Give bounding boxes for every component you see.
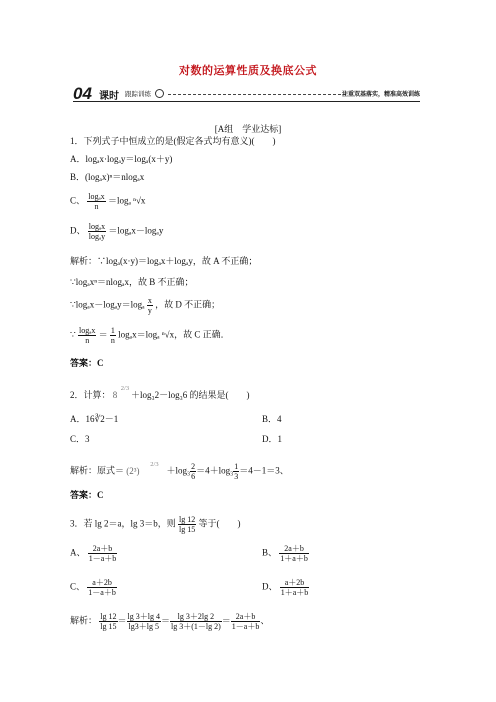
q2-sol-den2: 3	[234, 472, 239, 481]
q3-eq-2: ＝	[160, 615, 170, 626]
q1-d-num: logₐx	[88, 222, 106, 231]
q3-f2-den: lg3＋lg 5	[128, 622, 159, 631]
page-title: 对数的运算性质及换底公式	[179, 65, 317, 77]
banner-underline	[73, 101, 420, 102]
q3-a-label: A、	[70, 547, 86, 558]
lesson-number: 04	[73, 84, 92, 103]
q2-stem-pre: 2．计算：	[70, 390, 111, 400]
q3-f4-num: 2a＋b	[231, 612, 261, 622]
q1-sol3-num: x	[147, 296, 152, 305]
q2-sol-mid2: ＝4＋log₃	[196, 465, 234, 476]
q2-option-b: B．4	[262, 414, 282, 424]
q3-sol-fraction-4	[231, 612, 261, 631]
q2-sol-exp: 2/3	[150, 460, 159, 468]
q1-sol3-den: y	[147, 306, 152, 315]
q3-stem-den: lg 15	[179, 525, 196, 534]
q3-b-num: 2a＋b	[279, 544, 309, 554]
q1-sol4-den: n	[85, 336, 90, 345]
q1-option-d	[70, 222, 163, 241]
q3-c-label: C、	[70, 581, 86, 592]
q3-sol-pre: 解析：	[70, 615, 98, 626]
q1-option-c	[70, 192, 145, 211]
q1-c-label: C、	[70, 195, 86, 206]
q1-c-fraction	[87, 192, 105, 211]
q2-stem	[70, 385, 250, 401]
q1-sol4-pre: ∵	[70, 329, 76, 340]
q3-d-label: D、	[262, 581, 278, 592]
q1-sol4-fraction-2	[110, 326, 116, 345]
q1-sol4-post: logₐx＝logₐ ⁿ√x，故 C 正确．	[118, 329, 230, 340]
banner-note: 注重双基落实，精准高效训练	[341, 92, 420, 98]
q3-sol-fraction-2	[127, 612, 161, 631]
q3-stem-fraction	[178, 515, 196, 534]
q2-sol-post: ＝4－1＝3、	[239, 465, 289, 476]
q2-sol-pre: 解析：原式＝	[70, 465, 125, 476]
q3-a-den: 1－a＋b	[88, 554, 117, 563]
lesson-label: 课时	[99, 91, 119, 102]
q3-d-den: 1＋a＋b	[280, 588, 309, 597]
q3-f4-den: 1－a＋b	[231, 622, 260, 631]
q1-stem: 1．下列式子中恒成立的是(假定各式均有意义)( )	[70, 136, 276, 146]
q2-option-d: D．1	[262, 434, 282, 444]
q3-c-num: a＋2b	[87, 578, 117, 588]
q3-a-num: 2a＋b	[88, 544, 118, 554]
q1-sol3-post: ，故 D 不正确；	[155, 299, 221, 310]
q1-sol4-fraction-1	[78, 326, 96, 345]
q3-f3-num: lg 3＋2lg 2	[170, 612, 222, 622]
dashed-divider	[168, 94, 346, 95]
q2-answer: 答案：C	[70, 490, 104, 500]
q2-base: 8	[112, 390, 118, 400]
q1-solution-1: 解析：∵logₐ(x·y)＝logₐx＋logₐy，故 A 不正确；	[70, 256, 258, 266]
q3-b-label: B、	[262, 547, 278, 558]
q1-option-b: B．(logₐx)ⁿ＝nlogₐx	[70, 172, 145, 182]
q3-solution	[70, 612, 269, 631]
q1-d-rest: ＝logₐx－logₐy	[108, 225, 164, 236]
q1-answer: 答案：C	[70, 358, 104, 368]
q2-exp: 2/3	[120, 385, 130, 392]
q2-option-a: A．16∛2－1	[70, 414, 119, 424]
q3-f1-den: lg 15	[100, 622, 117, 631]
q2-power	[112, 385, 130, 401]
q3-option-b	[262, 544, 309, 563]
q1-c-den: n	[94, 202, 99, 211]
q3-d-fraction	[280, 578, 310, 597]
q3-eq-3: ＝	[221, 615, 231, 626]
q1-sol3-fraction	[147, 296, 153, 315]
q2-sol-num2: 1	[234, 462, 239, 471]
q3-stem-num: lg 12	[179, 515, 196, 524]
lesson-banner	[73, 86, 420, 102]
q1-option-a: A．logₐx·logₐy＝logₐ(x＋y)	[70, 154, 173, 164]
q3-stem	[70, 515, 240, 534]
q3-f1-num: lg 12	[100, 612, 117, 621]
circle-number-icon	[155, 89, 164, 98]
q1-d-fraction	[88, 222, 106, 241]
q2-sol-den: 6	[191, 472, 196, 481]
q1-d-den: logₐy	[88, 232, 106, 241]
q1-solution-4	[70, 326, 230, 345]
q2-sol-mid: ＋log₃	[166, 465, 191, 476]
q1-sol4-den2: n	[110, 336, 115, 345]
q3-eq-1: ＝	[117, 615, 127, 626]
q3-option-a	[70, 544, 117, 563]
q3-option-c	[70, 578, 117, 597]
training-label: 跟踪训练	[125, 91, 151, 98]
q3-sol-post: 、	[260, 615, 270, 626]
q2-sol-num: 2	[191, 462, 196, 471]
q2-sol-base: (2³)	[126, 465, 140, 476]
q3-b-fraction	[279, 544, 309, 563]
q3-f3-den: lg 3＋(1－lg 2)	[170, 622, 221, 631]
q2-sol-power	[126, 460, 164, 477]
q1-c-rest: ＝logₐ ⁿ√x	[107, 195, 146, 206]
q3-c-fraction	[87, 578, 117, 597]
q1-c-num: logₐx	[88, 192, 105, 201]
q3-sol-fraction-3	[170, 612, 222, 631]
q3-f2-num: lg 3＋lg 4	[127, 612, 160, 621]
q3-b-den: 1＋a＋b	[280, 554, 308, 563]
q1-solution-2: ∵logₐxⁿ＝nlogₐx，故 B 不正确；	[70, 277, 194, 287]
q3-option-d	[262, 578, 309, 597]
q1-sol3-pre: ∵logₐx－logₐy＝logₐ	[70, 299, 145, 310]
group-title: [A组 学业达标]	[214, 124, 282, 134]
q1-d-label: D、	[70, 225, 86, 236]
q1-sol4-num2: 1	[110, 326, 115, 335]
q3-stem-pre: 3．若 lg 2＝a，lg 3＝b，则	[70, 518, 176, 529]
q3-c-den: 1－a＋b	[88, 588, 116, 597]
q2-stem-post: ＋log₃2－log₃6 的结果是( )	[131, 390, 250, 400]
q3-a-fraction	[88, 544, 118, 563]
q3-sol-fraction-1	[99, 612, 117, 631]
q3-stem-post: 等于( )	[198, 518, 241, 529]
q1-solution-3	[70, 296, 220, 315]
q2-option-c: C．3	[70, 434, 90, 444]
q3-d-num: a＋2b	[280, 578, 310, 588]
q1-sol4-eq: ＝	[98, 329, 108, 340]
q2-solution	[70, 462, 289, 481]
q1-sol4-num: logₐx	[78, 326, 96, 335]
